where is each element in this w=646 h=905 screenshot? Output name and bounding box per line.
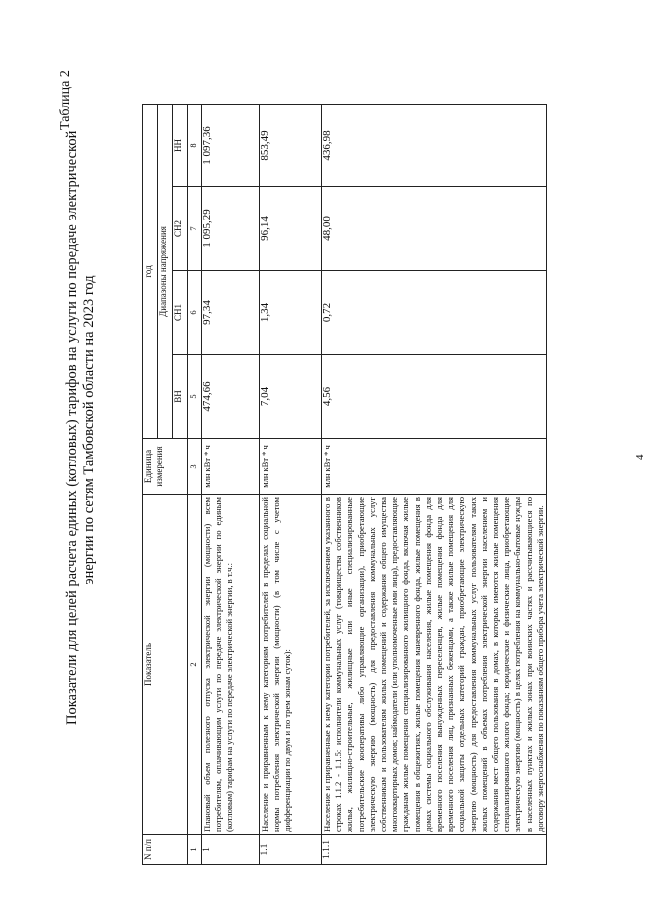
header-level-sn1: СН1: [173, 271, 188, 355]
row-unit: млн кВт * ч: [260, 439, 322, 495]
row-name: Население и приравненные к нему категории потребителей, за исключением указанного в строках 1.1.2 - 1.1.5: исполнители коммунальных услуг (товарищества собственников жилья, жилищно-строительные, жилищные или иные специализированные потребительские кооперативы либо управляющие организации), приобретающие электрическую энергию (мощность) для предоставления коммунальных услуг собственникам и пользователям жилых помещений и содержания общего имущества многоквартирных домов; наймодатели (или уполномоченные ими лица), предоставляющие гражданам жилые помещения специализированного жилищного фонда, включая жилые помещения в общежитиях, жилые помещения маневренного фонда, жилые помещения в домах системы социального обслуживания населения, жилые помещения фонда для временного поселения вынужденных переселенцев, жилые помещения фонда для временного поселения лиц, признанных беженцами, а также жилые помещения для социальной защиты отдельных категорий граждан, приобретающие электрическую энергию (мощность) для предоставления коммунальных услуг пользователям таких жилых помещений в объемах потребления электрической энергии населением и содержания мест общего пользования в домах, в которых имеются жилые помещения специализированного жилого фонда; юридические и физические лица, приобретающие электрическую энергию (мощность) в целях потребления на коммунально-бытовые нужды в населенных пунктах и жилых зонах при воинских частях и рассчитывающиеся по договору энергоснабжения по показаниям общего прибора учета электрической энергии.: [322, 495, 547, 835]
header-level-sn2: СН2: [173, 187, 188, 271]
header-indicator: Показатель: [143, 495, 188, 835]
row-num: 1: [202, 835, 260, 865]
title-line: энергии по сетям Тамбовской области на 2023 год: [81, 275, 97, 585]
row-unit: млн кВт * ч: [322, 439, 547, 495]
value-sn1: 1,34: [260, 271, 322, 355]
header-level-nn: НН: [173, 104, 188, 186]
header-level-vn: ВН: [173, 355, 188, 439]
value-vn: 474,66: [202, 355, 260, 439]
value-nn: 436,98: [322, 104, 547, 186]
header-unit: Единица измерения: [143, 439, 188, 495]
value-sn2: 96,14: [260, 187, 322, 271]
value-vn: 4,56: [322, 355, 547, 439]
value-sn2: 48,00: [322, 187, 547, 271]
table-row: [322, 104, 547, 864]
row-num: 1.1.1: [322, 835, 547, 865]
title-line: Показатели для целей расчета единых (котловых) тарифов на услуги по передаче электрической: [64, 130, 80, 725]
row-name: Плановый объем полезного отпуска электрической энергии (мощности) всем потребителям, оплачивающим услуги по передаче электрической энергии по единым (котловым) тарифам на услуги по передаче электрической энергии, в т.ч.:: [202, 495, 260, 835]
table-row: [260, 104, 322, 864]
header-ranges: Диапазоны напряжения: [158, 104, 173, 438]
column-number: 3: [188, 439, 202, 495]
column-number: 1: [188, 835, 202, 865]
value-sn1: 97,34: [202, 271, 260, 355]
tariff-table: [142, 104, 547, 865]
value-sn1: 0,72: [322, 271, 547, 355]
column-number: 5: [188, 355, 202, 439]
column-number: 6: [188, 271, 202, 355]
header-year: год: [143, 104, 158, 438]
column-number: 8: [188, 104, 202, 186]
document-title: [64, 130, 98, 725]
value-sn2: 1 095,29: [202, 187, 260, 271]
row-num: 1.1: [260, 835, 322, 865]
row-name: Население и приравненным к нему категориям потребителей в пределах социальной нормы потребления электрической энергии (мощности) (в том числе с учетом дифференциации по двум и по трем зонам суток):: [260, 495, 322, 835]
value-nn: 1 097,36: [202, 104, 260, 186]
row-unit: млн кВт * ч: [202, 439, 260, 495]
header-num: N п/п: [143, 835, 188, 865]
value-nn: 853,49: [260, 104, 322, 186]
value-vn: 7,04: [260, 355, 322, 439]
column-number: 7: [188, 187, 202, 271]
table-label: Таблица 2: [58, 70, 73, 130]
column-number: 2: [188, 495, 202, 835]
table-row: [202, 104, 260, 864]
page-number: 4: [634, 454, 646, 460]
